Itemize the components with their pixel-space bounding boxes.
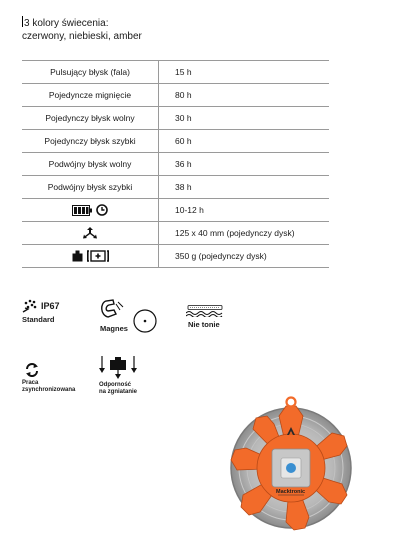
spec-value: 38 h [159,176,330,199]
table-row [22,222,329,245]
sync-label-1: Praca [22,380,39,386]
table-row [22,245,329,268]
feature-float [186,305,224,329]
ip67-code: IP67 [41,301,60,311]
spec-value: 80 h [159,84,330,107]
float-label: Nie tonie [188,320,220,329]
water-waves-icon [186,305,224,317]
table-row [22,84,329,107]
spec-label: Podwójny błysk wolny [22,153,159,176]
product-image [222,396,360,536]
magnet-label: Magnes [100,324,128,333]
magnet-icon [100,299,158,339]
spec-value: 30 h [159,107,330,130]
spec-value: 36 h [159,153,330,176]
spec-label: Pulsujący błysk (fala) [22,61,159,84]
sync-arrows-icon [24,362,40,378]
spec-label: Pojedynczy błysk wolny [22,107,159,130]
spec-label: Pojedyncze mignięcie [22,84,159,107]
table-row [22,61,329,84]
crush-label-1: Odporność [99,382,132,388]
scale-icon [87,250,109,262]
battery-icon [72,205,92,216]
spec-value: 350 g (pojedynczy dysk) [159,245,330,268]
product-disc-illustration [222,396,360,536]
ip67-label: Standard [22,315,55,324]
sync-label-2: zsynchronizowana [22,387,76,393]
brand-label: Macktronic [276,489,306,495]
spec-value: 60 h [159,130,330,153]
specs-table [22,60,329,268]
clock-icon [96,204,108,216]
feature-crush [99,356,137,396]
table-row [22,107,329,130]
intro-text [22,16,142,43]
table-row [22,153,329,176]
text-cursor [22,16,23,27]
spec-value: 15 h [159,61,330,84]
crush-label-2: na zgniatanie [99,389,138,395]
spec-value: 10-12 h [159,199,330,222]
feature-ip67 [22,299,60,324]
water-spray-icon [22,299,38,313]
intro-line-2: czerwony, niebieski, amber [22,31,142,42]
feature-magnet [100,299,158,339]
spec-label: Podwójny błysk szybki [22,176,159,199]
table-row [22,176,329,199]
weight-icon [72,250,83,262]
table-row [22,130,329,153]
table-row [22,199,329,222]
crush-weight-icon [99,356,137,380]
feature-sync [22,362,75,394]
spec-value: 125 x 40 mm (pojedynczy dysk) [159,222,330,245]
dimensions-icon [82,226,98,240]
spec-label: Pojedynczy błysk szybki [22,130,159,153]
intro-line-1: 3 kolory świecenia: [24,18,109,29]
